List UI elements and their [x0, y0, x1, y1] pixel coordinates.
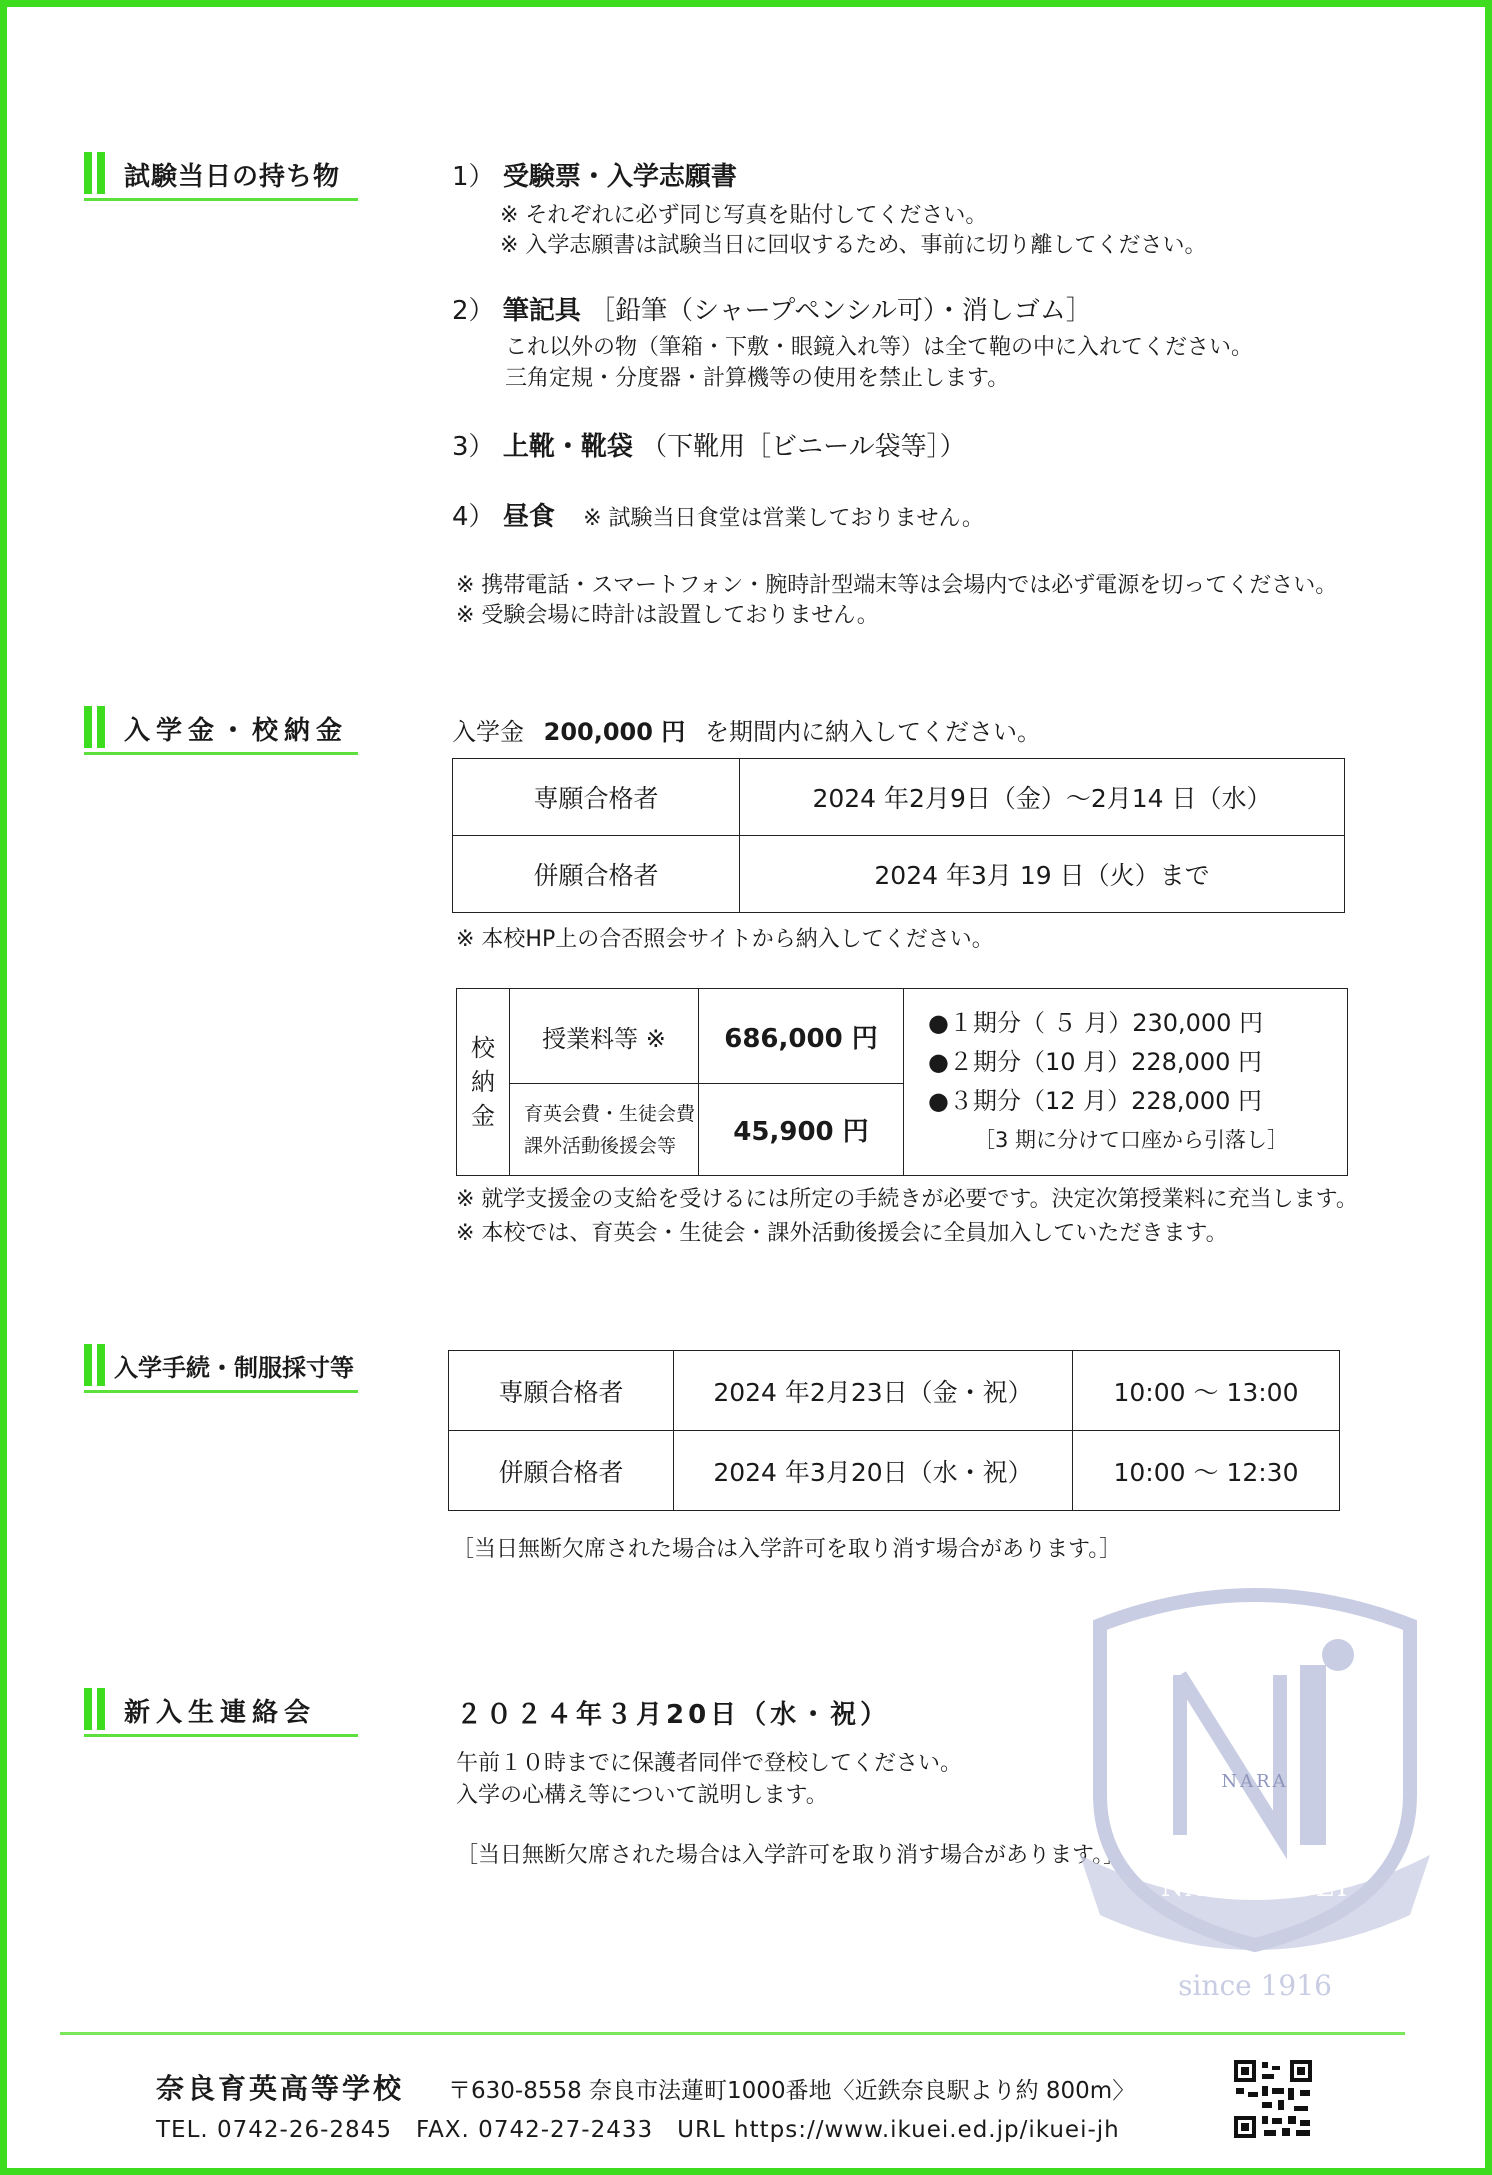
item-number: 1） [452, 162, 495, 192]
fee-intro-suffix: を期間内に納入してください。 [704, 718, 1041, 746]
fee-note: ※ 就学支援金の支給を受けるには所定の手続きが必要です。決定次第授業料に充当します。 [456, 1187, 1358, 1212]
school-fee-label-text: 校納金 [471, 1034, 495, 1130]
fee-note: ※ 本校では、育英会・生徒会・課外活動後援会に全員加入していただきます。 [456, 1221, 1228, 1246]
general-note: ※ 受験会場に時計は設置しておりません。 [456, 603, 879, 628]
section-heading-orientation [84, 1686, 358, 1737]
item-title: 上靴・靴袋 [502, 432, 633, 462]
item-number: 4） [452, 502, 495, 532]
crest-since: since 1916 [1178, 1969, 1332, 2002]
orientation-line: 午前１０時までに保護者同伴で登校してください。 [456, 1751, 963, 1776]
fee-intro [452, 712, 1041, 747]
installment-2: ●２期分（10 月）228,000 円 [928, 1048, 1262, 1076]
footer-school-name: 奈良育英高等学校 [156, 2072, 405, 2105]
procedure-table [448, 1350, 1340, 1511]
item-note: ※ それぞれに必ず同じ写真を貼付してください。 [500, 203, 988, 228]
other-fees-label-line: 課外活動後援会等 [524, 1134, 677, 1157]
fee-intro-amount: 200,000 円 [543, 718, 686, 746]
section-title: 入学金・校納金 [124, 716, 349, 746]
section-heading-items [84, 150, 358, 201]
table-row [449, 1431, 1340, 1511]
other-fees-label [510, 1084, 699, 1176]
item-detail: ※ 試験当日食堂は営業しておりません。 [583, 506, 984, 531]
fee-intro-prefix: 入学金 [452, 718, 524, 746]
item-title: 筆記具 [502, 296, 581, 326]
crest-motto: NARA IKUEI [1160, 1873, 1350, 1903]
qr-code-icon [1232, 2058, 1314, 2140]
table-cell-date: 2024 年3月20日（水・祝） [674, 1431, 1073, 1511]
crest-shield-icon [1080, 1585, 1430, 2005]
item-number: 2） [452, 296, 495, 326]
section-heading-fees [84, 704, 358, 755]
heading-bar-icon [84, 1688, 92, 1730]
installment-cell [904, 989, 1348, 1176]
table-cell-label: 専願合格者 [449, 1351, 674, 1431]
heading-bar-icon [97, 1344, 105, 1386]
section-title: 試験当日の持ち物 [124, 162, 341, 192]
item-number: 3） [452, 432, 495, 462]
item-1 [452, 156, 737, 193]
heading-bar-icon [97, 706, 105, 748]
section-heading-procedure [84, 1342, 358, 1393]
procedure-note: ［当日無断欠席された場合は入学許可を取り消す場合があります。］ [452, 1537, 1122, 1562]
table-cell-label: 併願合格者 [449, 1431, 674, 1511]
item-title: 受験票・入学志願書 [502, 162, 737, 192]
payment-note: ※ 本校HP上の合否照会サイトから納入してください。 [456, 927, 994, 952]
table-cell-value: 2024 年2月9日（金）～2月14 日（水） [740, 759, 1345, 836]
footer-divider [60, 2032, 1405, 2035]
general-note: ※ 携帯電話・スマートフォン・腕時計型端末等は会場内では必ず電源を切ってください。 [456, 573, 1338, 598]
crest-initial: NARA [1221, 1771, 1289, 1792]
tuition-label: 授業料等 ※ [510, 989, 699, 1084]
table-cell-time: 10:00 ～ 12:30 [1073, 1431, 1340, 1511]
installment-note: ［3 期に分けて口座から引落し］ [974, 1128, 1289, 1152]
installment-1: ●１期分（ ５ 月）230,000 円 [928, 1009, 1264, 1037]
table-row [453, 836, 1345, 913]
footer-address: 〒630-8558 奈良市法蓮町1000番地〈近鉄奈良駅より約 800m〉 [448, 2078, 1136, 2104]
heading-bar-icon [97, 152, 105, 194]
heading-bar-icon [97, 1688, 105, 1730]
item-detail: （下靴用［ビニール袋等］） [641, 432, 966, 462]
orientation-line: 入学の心構え等について説明します。 [456, 1783, 828, 1808]
section-title: 新入生連絡会 [124, 1698, 317, 1728]
table-cell-value: 2024 年3月 19 日（火）まで [740, 836, 1345, 913]
table-row [457, 989, 1348, 1084]
table-row [449, 1351, 1340, 1431]
orientation-note: ［当日無断欠席された場合は入学許可を取り消す場合があります。］ [456, 1843, 1126, 1868]
table-row [453, 759, 1345, 836]
installment-3: ●３期分（12 月）228,000 円 [928, 1087, 1262, 1115]
table-cell-label: 併願合格者 [453, 836, 740, 913]
orientation-date: ２０２４年３月20日（水・祝） [456, 1700, 891, 1730]
school-fee-label [457, 989, 510, 1176]
table-cell-date: 2024 年2月23日（金・祝） [674, 1351, 1073, 1431]
heading-bar-icon [84, 1344, 92, 1386]
table-cell-label: 専願合格者 [453, 759, 740, 836]
section-title: 入学手続・制服採寸等 [114, 1354, 354, 1382]
item-4 [452, 496, 984, 533]
item-note: ※ 入学志願書は試験当日に回収するため、事前に切り離してください。 [500, 233, 1207, 258]
item-note: これ以外の物（筆箱・下敷・眼鏡入れ等）は全て鞄の中に入れてください。 [505, 335, 1254, 360]
school-fee-table [456, 988, 1348, 1176]
other-fees-amount: 45,900 円 [699, 1084, 904, 1176]
other-fees-label-line: 育英会費・生徒会費 [524, 1102, 696, 1125]
heading-bar-icon [84, 152, 92, 194]
school-crest-watermark [1080, 1585, 1430, 2005]
item-2 [452, 290, 1092, 327]
table-cell-time: 10:00 ～ 13:00 [1073, 1351, 1340, 1431]
item-detail: ［鉛筆（シャープペンシル可）・消しゴム］ [589, 296, 1092, 326]
item-note: 三角定規・分度器・計算機等の使用を禁止します。 [505, 366, 1010, 391]
item-title: 昼食 [502, 502, 555, 532]
tuition-amount: 686,000 円 [699, 989, 904, 1084]
footer-contact: TEL. 0742-26-2845 FAX. 0742-27-2433 URL https://www.ikuei.ed.jp/ikuei-jh [156, 2117, 1120, 2143]
admission-fee-table [452, 758, 1345, 913]
item-3 [452, 426, 966, 463]
heading-bar-icon [84, 706, 92, 748]
